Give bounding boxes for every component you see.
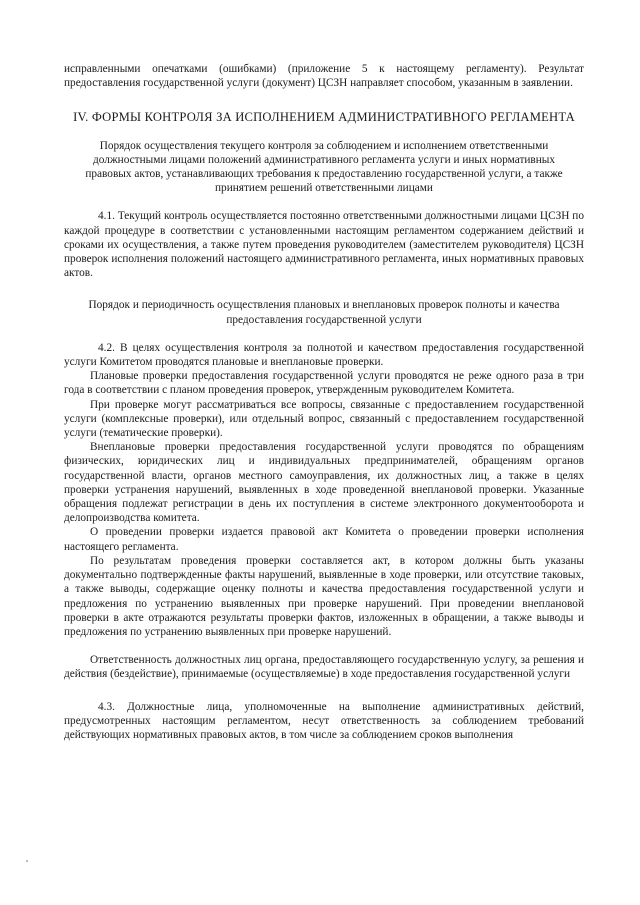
paragraph-responsibility-heading: Ответственность должностных лиц органа, предоставляющего государственную услугу, за решения и действия (бездействие), принимаемые (осуществляемые) в ходе предоставления государственной услуги: [64, 654, 584, 681]
intro-paragraph: исправленными опечатками (ошибками) (приложение 5 к настоящему регламенту). Результат предоставления государственной услуги (документ) ЦСЗН направляет способом, указанным в заявлении.: [64, 63, 584, 90]
paragraph-inspection-questions: При проверке могут рассматриваться все вопросы, связанные с предоставлением государственной услуги (комплексные проверки), или отдельный вопрос, связанный с предоставлением государственной услуги (тематические проверки).: [64, 398, 584, 440]
subheading-current-control: Порядок осуществления текущего контроля за соблюдением и исполнением ответственными должностными лицами положений административного регламента услуги и иных нормативных правовых актов, устанавливающих требования к предоставлению государственной услуги, а также принятием решений ответственными лицами: [85, 139, 563, 195]
subheading-inspections: Порядок и периодичность осуществления плановых и внеплановых проверок полноты и качества предоставления государственной услуги: [88, 299, 560, 326]
section-title: IV. ФОРМЫ КОНТРОЛЯ ЗА ИСПОЛНЕНИЕМ АДМИНИСТРАТИВНОГО РЕГЛАМЕНТА: [73, 110, 575, 125]
scan-speck: [26, 860, 28, 862]
paragraph-4-3: 4.3. Должностные лица, уполномоченные на выполнение административных действий, предусмотренных настоящим регламентом, несут ответственность за соблюдением требований действующих нормативных правовых актов, в том числе за соблюдением сроков выполнения: [64, 700, 584, 741]
paragraph-4-2: 4.2. В целях осуществления контроля за полнотой и качеством предоставления государственной услуги Комитетом проводятся плановые и внеплановые проверки.: [64, 341, 584, 369]
paragraph-4-1: 4.1. Текущий контроль осуществляется постоянно ответственными должностными лицами ЦСЗН по каждой процедуре в соответствии с установленными настоящим регламентом содержанием действий и сроками их осуществления, а также путем проведения руководителем (заместителем руководителя) ЦСЗН проверок исполнения положений настоящего административного регламента, иных нормативных правовых актов.: [64, 210, 584, 280]
paragraph-inspection-results: По результатам проведения проверки составляется акт, в котором должны быть указаны документально подтвержденные факты нарушений, выявленные в ходе проверки, или отсутствие таковых, а также выводы, содержащие оценку полноты и качества предоставления государственной услуги и предложения по устранению выявленных при проверке нарушений. При проведении внеплановой проверки в акте отражаются результаты проверки фактов, изложенных в обращении, а также выводы и предложения по устранению выявленных при проверке нарушений.: [64, 554, 584, 638]
paragraph-legal-act: О проведении проверки издается правовой акт Комитета о проведении проверки исполнения настоящего регламента.: [64, 526, 584, 553]
paragraph-planned-inspections: Плановые проверки предоставления государственной услуги проводятся не реже одного раза в три года в соответствии с планом проведения проверок, утвержденным руководителем Комитета.: [64, 370, 584, 397]
paragraph-unplanned-inspections: Внеплановые проверки предоставления государственной услуги проводятся по обращениям физических, юридических лиц и индивидуальных предпринимателей, обращениям органов государственной власти, органов местного самоуправления, их должностных лиц, а также в целях проверки устранения нарушений, выявленных в ходе проведенной внеплановой проверки. Указанные обращения подлежат регистрации в день их поступления в системе электронного документооборота и делопроизводства комитета.: [64, 441, 584, 525]
